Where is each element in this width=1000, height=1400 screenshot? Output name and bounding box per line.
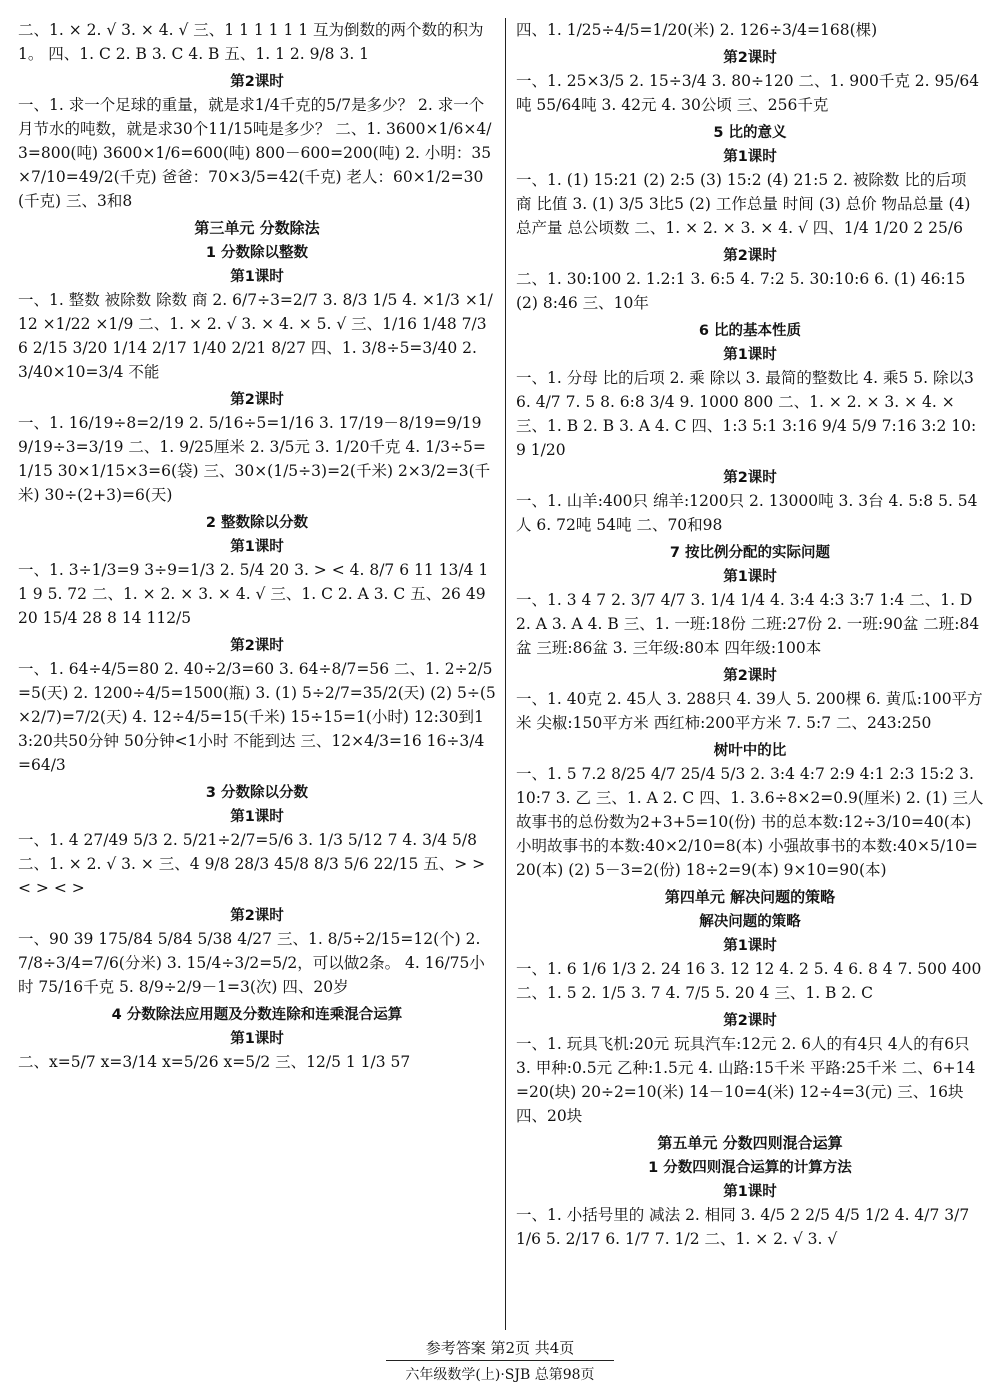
answer-line: 一、1. (1) 15:21 (2) 2:5 (3) 15:2 (4) 21:5 2. 被除数 比的后项 商 比值 3. (1) 3/5 3比5 (2) 工作总量 时间 (3) 总价 物品总量 (4) 总产量 总公顷数 二、1. × 2. × 3. × 4. √ 四、1/4 1/20 2 25/6 <box>516 171 971 238</box>
answer-line: 一、1. 4 27/49 5/3 2. 5/21÷2/7=5/6 3. 1/3 5/12 7 4. 3/4 5/8 二、1. × 2. √ 3. × 三、4 9/8 28/3 45/8 8/3 5/6 22/15 五、> > < > < > <box>18 831 486 898</box>
answer-line: 一、1. 25×3/5 2. 15÷3/4 3. 80÷120 二、1. 900千克 2. 95/64吨 55/64吨 3. 42元 4. 30公顷 三、256千克 <box>516 72 980 115</box>
section-heading: 1 分数除以整数 <box>205 245 309 262</box>
lesson-heading: 第1课时 <box>723 938 777 955</box>
footer-page-info: 参考答案 第2页 共4页 <box>386 1337 615 1361</box>
section-heading: 树叶中的比 <box>713 743 787 760</box>
lesson-heading: 第1课时 <box>230 539 284 556</box>
answer-line: 二、x=5/7 x=3/14 x=5/26 x=5/2 三、12/5 1 1/3 57 <box>18 1053 411 1072</box>
lesson-heading: 第1课时 <box>723 1184 777 1201</box>
answer-line: 一、90 39 175/84 5/84 5/38 4/27 三、1. 8/5÷2/15=12(个) 2. 7/8÷3/4=7/6(分米) 3. 15/4÷3/2=5/2，可以做2条。 4. 16/75小时 75/16千克 5. 8/9÷2/9－1=3(次) 四、20岁 <box>18 930 485 997</box>
answer-line: 二、1. 30:100 2. 1.2:1 3. 6:5 4. 7:2 5. 30:10:6 6. (1) 46:15 (2) 8:46 三、10年 <box>516 270 966 313</box>
section-heading: 7 按比例分配的实际问题 <box>669 545 831 562</box>
lesson-heading: 第2课时 <box>723 248 777 265</box>
answer-line: 四、1. 1/25÷4/5=1/20(米) 2. 126÷3/4=168(棵) <box>516 21 878 39</box>
left-column <box>18 18 496 1330</box>
section-heading: 解决问题的策略 <box>699 914 801 931</box>
answer-line: 一、1. 玩具飞机:20元 玩具汽车:12元 2. 6人的有4只 4人的有6只 3. 甲种:0.5元 乙种:1.5元 4. 山路:15千米 平路:25千米 二、6+14=20(块) 20÷2=10(米) 14－10=4(米) 12÷4=3(元) 三、16块 四、20块 <box>516 1035 976 1126</box>
lesson-heading: 第2课时 <box>723 470 777 487</box>
right-column <box>516 18 984 1330</box>
unit-heading: 第五单元 分数四则混合运算 <box>657 1134 843 1153</box>
watermark-logo <box>834 1334 984 1392</box>
answer-line: 一、1. 整数 被除数 除数 商 2. 6/7÷3=2/7 3. 8/3 1/5 4. ×1/3 ×1/12 ×1/22 ×1/9 二、1. × 2. √ 3. × 4. × 5. √ 三、1/16 1/48 7/36 2/15 3/20 1/14 2/17 1/40 2/21 8/27 四、1. 3/8÷5=3/40 2. 3/40×10=3/4 不能 <box>18 291 493 382</box>
lesson-heading: 第2课时 <box>723 50 777 67</box>
lesson-heading: 第2课时 <box>723 1013 777 1030</box>
section-heading: 5 比的意义 <box>713 125 787 142</box>
lesson-heading: 第1课时 <box>230 1031 284 1048</box>
lesson-heading: 第2课时 <box>230 392 284 409</box>
section-heading: 3 分数除以分数 <box>205 785 309 802</box>
lesson-heading: 第1课时 <box>723 149 777 166</box>
unit-heading: 第四单元 解决问题的策略 <box>664 888 836 907</box>
unit-heading: 第三单元 分数除法 <box>194 219 320 238</box>
lesson-heading: 第2课时 <box>230 638 284 655</box>
answer-line: 一、1. 64÷4/5=80 2. 40÷2/3=60 3. 64÷8/7=56 二、1. 2÷2/5=5(天) 2. 1200÷4/5=1500(瓶) 3. (1) 5÷2/7=35/2(天) (2) 5÷(5×2/7)=7/2(天) 4. 12÷4/5=15(千米) 15÷15=1(小时) 12:30到13:20共50分钟 50分钟<1小时 不能到达 三、12×4/3=16 16÷3/4=64/3 <box>18 660 496 775</box>
answer-line: 一、1. 分母 比的后项 2. 乘 除以 3. 最简的整数比 4. 乘5 5. 除以3 6. 4/7 7. 5 8. 6:8 3/4 9. 1000 800 二、1. × 2. × 3. × 4. × 三、1. B 2. B 3. A 4. C 四、1:3 5:1 3:16 9/4 5/9 7:16 3:2 10:9 1/20 <box>516 369 977 460</box>
answer-line: 一、1. 6 1/6 1/3 2. 24 16 3. 12 12 4. 2 5. 4 6. 8 4 7. 500 400 二、1. 5 2. 1/5 3. 7 4. 7/5 5. 20 4 三、1. B 2. C <box>516 960 982 1003</box>
answer-line: 一、1. 40克 2. 45人 3. 288只 4. 39人 5. 200棵 6. 黄瓜:100平方米 尖椒:150平方米 西红柿:200平方米 7. 5:7 二、243:250 <box>516 690 983 733</box>
lesson-heading: 第2课时 <box>230 74 284 91</box>
answer-line: 一、1. 3 4 7 2. 3/7 4/7 3. 1/4 1/4 4. 3:4 4:3 3:7 1:4 二、1. D 2. A 3. A 4. B 三、1. 一班:18份 二班:27份 2. 一班:90盆 二班:84盆 三班:86盆 3. 三年级:80本 四年级:100本 <box>516 591 980 658</box>
section-heading: 1 分数四则混合运算的计算方法 <box>648 1160 852 1177</box>
lesson-heading: 第2课时 <box>230 908 284 925</box>
answer-line: 一、1. 小括号里的 减法 2. 相同 3. 4/5 2 2/5 4/5 1/2 4. 4/7 3/7 1/6 5. 2/17 6. 1/7 7. 1/2 二、1. × 2. √ 3. √ <box>516 1206 970 1249</box>
section-heading: 2 整数除以分数 <box>205 515 309 532</box>
answer-line: 一、1. 3÷1/3=9 3÷9=1/3 2. 5/4 20 3. > < 4. 8/7 6 11 13/4 11 9 5. 72 二、1. × 2. × 3. × 4. √ 三、1. C 2. A 3. C 五、26 49 20 15/4 28 8 14 112/5 <box>18 561 489 628</box>
lesson-heading: 第1课时 <box>723 347 777 364</box>
answer-line: 一、1. 求一个足球的重量，就是求1/4千克的5/7是多少？ 2. 求一个月节水的吨数，就是求30个11/15吨是多少？ 二、1. 3600×1/6×4/3=800(吨) 3600×1/6=600(吨) 800－600=200(吨) 2. 小明：35×7/10=49/2(千克) 爸爸：70×3/5=42(千克) 老人：60×1/2=30(千克) 三、3和8 <box>18 96 492 211</box>
lesson-heading: 第2课时 <box>723 668 777 685</box>
section-heading: 6 比的基本性质 <box>698 323 802 340</box>
lesson-heading: 第1课时 <box>230 809 284 826</box>
answer-line: 一、1. 5 7.2 8/25 4/7 25/4 5/3 2. 3:4 4:7 2:9 4:1 2:3 15:2 3. 10:7 3. 乙 三、1. A 2. C 四、1. 3.6÷8×2=0.9(厘米) 2. (1) 三人故事书的总份数为2+3+5=10(份) 书的总本数:12÷3/10=40(本) 小明故事书的本数:40×2/10=8(本) 小强故事书的本数:40×5/10=20(本) (2) 5－3=2(份) 18÷2=9(本) 9×10=90(本) <box>516 765 984 880</box>
lesson-heading: 第1课时 <box>230 269 284 286</box>
column-divider <box>505 18 506 1330</box>
answer-line: 一、1. 山羊:400只 绵羊:1200只 2. 13000吨 3. 3台 4. 5:8 5. 54人 6. 72吨 54吨 二、70和98 <box>516 492 978 535</box>
footer-book-info: 六年级数学(上)·SJB 总第98页 <box>405 1367 595 1383</box>
answer-line: 一、1. 16/19÷8=2/19 2. 5/16÷5=1/16 3. 17/19－8/19=9/19 9/19÷3=3/19 二、1. 9/25厘米 2. 3/5元 3. 1/20千克 4. 1/3÷5=1/15 30×1/15×3=6(袋) 三、30×(1/5÷3)=2(千米) 2×3/2=3(千米) 30÷(2+3)=6(天) <box>18 414 491 505</box>
answer-line: 二、1. × 2. √ 3. × 4. √ 三、1 1 1 1 1 1 互为倒数的两个数的积为1。 四、1. C 2. B 3. C 4. B 五、1. 1 2. 9/8 3. 1 <box>18 21 484 64</box>
lesson-heading: 第1课时 <box>723 569 777 586</box>
section-heading: 4 分数除法应用题及分数连除和连乘混合运算 <box>111 1007 403 1024</box>
